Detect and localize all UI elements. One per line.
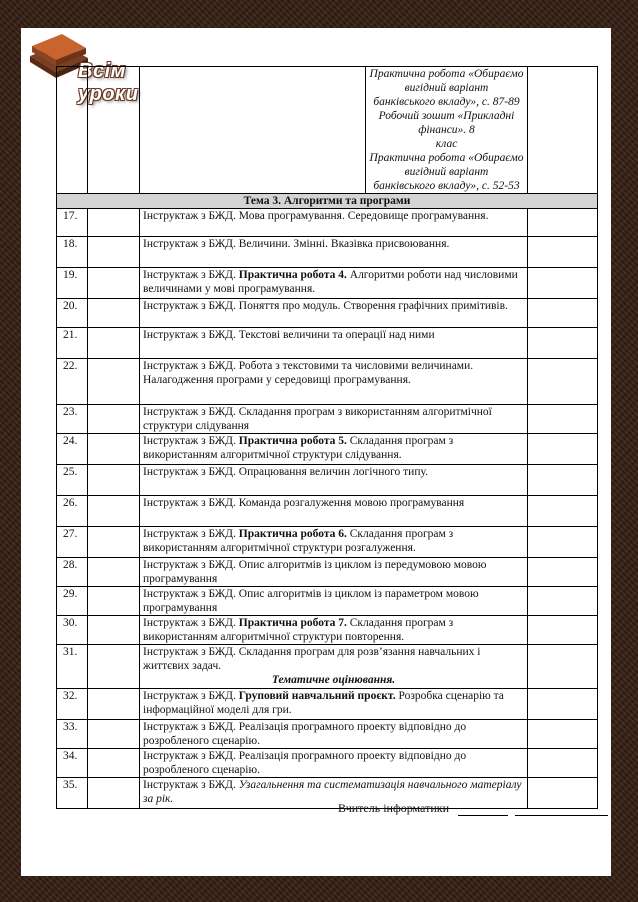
topic-bold: Практична робота 5.	[238, 435, 347, 447]
lesson-row	[57, 587, 598, 616]
lesson-row	[57, 645, 598, 689]
teacher-signature	[338, 801, 608, 816]
topic-prefix: Інструктаж з БЖД.	[143, 617, 239, 629]
lesson-row	[57, 749, 598, 778]
lesson-topic	[140, 268, 528, 299]
topic-text: Інструктаж з БЖД. Складання програм з використанням алгоритмічної структури слідування	[143, 406, 492, 432]
lesson-number: 31.	[57, 645, 88, 689]
lesson-number: 30.	[57, 616, 88, 645]
lesson-row	[57, 328, 598, 359]
lesson-note	[528, 237, 598, 268]
lesson-topic	[140, 587, 528, 616]
lesson-topic	[140, 616, 528, 645]
lesson-date	[88, 558, 140, 587]
homework-line: вигідний варіант	[404, 166, 489, 178]
lesson-topic	[140, 496, 528, 527]
lesson-topic	[140, 209, 528, 237]
topic-text: Інструктаж з БЖД. Команда розгалуження мовою програмування	[143, 497, 465, 509]
lesson-note	[528, 527, 598, 558]
lesson-date	[88, 645, 140, 689]
lesson-date	[88, 209, 140, 237]
lesson-topic	[140, 645, 528, 689]
homework-line: банківського вкладу», с. 87-89	[373, 96, 520, 108]
lesson-topic	[140, 405, 528, 434]
cell-date	[88, 67, 140, 194]
lesson-date	[88, 587, 140, 616]
lesson-note	[528, 616, 598, 645]
topic-italic: Узагальнення та систематизація навчального матеріалу за рік.	[143, 779, 522, 805]
top-row	[57, 67, 598, 194]
topic-text: Інструктаж з БЖД. Мова програмування. Середовище програмування.	[143, 210, 489, 222]
cell-num	[57, 67, 88, 194]
lesson-number: 25.	[57, 465, 88, 496]
lesson-plan-table	[56, 66, 598, 809]
topic-prefix: Інструктаж з БЖД.	[143, 435, 239, 447]
lesson-number: 33.	[57, 720, 88, 749]
lesson-row	[57, 268, 598, 299]
lesson-row	[57, 299, 598, 328]
lesson-note	[528, 209, 598, 237]
topic-prefix: Інструктаж з БЖД.	[143, 779, 239, 791]
lesson-note	[528, 299, 598, 328]
topic-prefix: Інструктаж з БЖД.	[143, 690, 239, 702]
lesson-topic	[140, 359, 528, 405]
lesson-topic	[140, 527, 528, 558]
topic-text: Складання програм з використанням алгоритмічної структури повторення.	[143, 617, 454, 643]
lesson-row	[57, 465, 598, 496]
section-title: Тема 3. Алгоритми та програми	[57, 194, 598, 209]
lesson-date	[88, 434, 140, 465]
topic-bold: Практична робота 4.	[238, 269, 347, 281]
lesson-row	[57, 689, 598, 720]
lesson-row	[57, 237, 598, 268]
lesson-note	[528, 405, 598, 434]
lesson-note	[528, 465, 598, 496]
topic-bold: Практична робота 7.	[238, 617, 347, 629]
lesson-topic	[140, 558, 528, 587]
topic-prefix: Інструктаж з БЖД.	[143, 269, 239, 281]
lesson-topic	[140, 434, 528, 465]
lesson-number: 28.	[57, 558, 88, 587]
lesson-date	[88, 749, 140, 778]
topic-text: Складання програм з використанням алгоритмічної структури розгалуження.	[143, 528, 454, 554]
lesson-note	[528, 359, 598, 405]
lesson-number: 18.	[57, 237, 88, 268]
lesson-number: 21.	[57, 328, 88, 359]
topic-text: Інструктаж з БЖД. Величини. Змінні. Вказівка присвоювання.	[143, 238, 450, 250]
lesson-date	[88, 328, 140, 359]
cell-homework	[366, 67, 528, 194]
lesson-row	[57, 558, 598, 587]
topic-text: Інструктаж з БЖД. Опис алгоритмів із циклом із передумовою мовою програмування	[143, 559, 487, 585]
lesson-row	[57, 616, 598, 645]
lesson-date	[88, 616, 140, 645]
homework-line: клас	[435, 138, 458, 150]
topic-text: Інструктаж з БЖД. Реалізація програмного проекту відповідно до розробленого сценарію.	[143, 750, 467, 776]
topic-bold: Практична робота 6.	[238, 528, 347, 540]
homework-line: банківського вкладу», с. 52-53	[373, 180, 520, 192]
homework-line: Робочий зошит «Прикладні фінанси». 8	[378, 110, 515, 136]
lesson-row	[57, 434, 598, 465]
logo-text: Всім уроки	[78, 60, 139, 105]
lesson-topic	[140, 720, 528, 749]
lesson-note	[528, 558, 598, 587]
lesson-number: 27.	[57, 527, 88, 558]
lesson-date	[88, 689, 140, 720]
lesson-note	[528, 749, 598, 778]
topic-text: Інструктаж з БЖД. Реалізація програмного проекту відповідно до розробленого сценарію.	[143, 721, 467, 747]
lesson-row	[57, 496, 598, 527]
lesson-number: 26.	[57, 496, 88, 527]
homework-line: Практична робота «Обираємо	[369, 68, 524, 80]
topic-text: Інструктаж з БЖД. Опрацювання величин логічного типу.	[143, 466, 428, 478]
lesson-date	[88, 405, 140, 434]
topic-text: Інструктаж з БЖД. Робота з текстовими та числовими величинами. Налагодження програми у середовищі програмування.	[143, 360, 474, 386]
lesson-date	[88, 496, 140, 527]
topic-bold: Груповий навчальний проєкт.	[238, 690, 396, 702]
lesson-date	[88, 268, 140, 299]
lesson-number: 20.	[57, 299, 88, 328]
topic-text: Алгоритми роботи над числовими величинами у мові програмування.	[143, 269, 518, 295]
cell-note	[528, 67, 598, 194]
lesson-note	[528, 268, 598, 299]
lesson-date	[88, 299, 140, 328]
name-line	[515, 803, 608, 816]
topic-text: Інструктаж з БЖД. Опис алгоритмів із циклом із параметром мовою програмування	[143, 588, 479, 614]
lesson-note	[528, 645, 598, 689]
topic-text: Інструктаж з БЖД. Складання програм для розв’язання навчальних і життєвих задач.	[143, 646, 481, 672]
lesson-date	[88, 237, 140, 268]
lesson-date	[88, 359, 140, 405]
lesson-row	[57, 209, 598, 237]
lesson-date	[88, 527, 140, 558]
lesson-topic	[140, 328, 528, 359]
teacher-label: Вчитель інформатики	[338, 801, 449, 815]
lesson-note	[528, 689, 598, 720]
lesson-date	[88, 778, 140, 809]
lesson-number: 29.	[57, 587, 88, 616]
homework-line: вигідний варіант	[404, 82, 489, 94]
lesson-topic	[140, 299, 528, 328]
lesson-row	[57, 359, 598, 405]
topic-text: Інструктаж з БЖД. Поняття про модуль. Створення графічних примітивів.	[143, 300, 508, 312]
signature-line	[458, 803, 508, 816]
lesson-row	[57, 527, 598, 558]
lesson-number: 34.	[57, 749, 88, 778]
lesson-number: 35.	[57, 778, 88, 809]
lesson-number: 17.	[57, 209, 88, 237]
lesson-number: 23.	[57, 405, 88, 434]
lesson-number: 22.	[57, 359, 88, 405]
lesson-topic	[140, 237, 528, 268]
lesson-note	[528, 328, 598, 359]
lesson-row	[57, 405, 598, 434]
lesson-note	[528, 434, 598, 465]
lesson-topic	[140, 689, 528, 720]
topic-text: Інструктаж з БЖД. Текстові величини та операції над ними	[143, 329, 435, 341]
cell-topic	[140, 67, 366, 194]
lesson-date	[88, 720, 140, 749]
lesson-topic	[140, 749, 528, 778]
lesson-note	[528, 720, 598, 749]
lesson-date	[88, 465, 140, 496]
section-header-row	[57, 194, 598, 209]
thematic-assessment: Тематичне оцінювання.	[271, 674, 396, 686]
lesson-row	[57, 720, 598, 749]
topic-text: Складання програм з використанням алгоритмічної структури слідування.	[143, 435, 454, 461]
lesson-note	[528, 587, 598, 616]
lesson-note	[528, 496, 598, 527]
lesson-number: 19.	[57, 268, 88, 299]
lesson-number: 32.	[57, 689, 88, 720]
topic-prefix: Інструктаж з БЖД.	[143, 528, 239, 540]
lesson-number: 24.	[57, 434, 88, 465]
topic-text: Розробка сценарію та інформаційної моделі для гри.	[143, 690, 504, 716]
lesson-topic	[140, 465, 528, 496]
homework-line: Практична робота «Обираємо	[369, 152, 524, 164]
